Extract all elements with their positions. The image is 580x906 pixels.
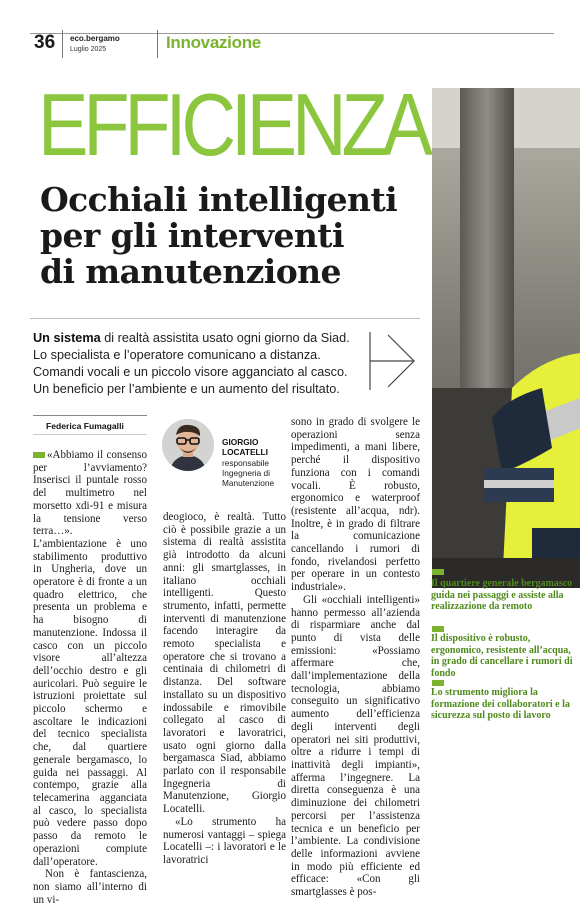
arrow-right-icon [368,331,418,391]
headline [40,182,420,290]
article-deck [33,330,363,398]
photo-caption: Il quartiere generale bergamasco guida nei passaggi e assiste alla realizzazione da remoto [431,578,573,613]
header-divider [157,30,158,58]
deck-text: di realtà assistita usato ogni giorno da Siad. [100,331,350,345]
section-divider [30,318,420,319]
interviewee-role-line: Ingegneria di [222,468,270,478]
deck-text: Comandi vocali e un piccolo visore agganciato al casco. [33,365,348,379]
portrait-illustration [162,419,214,471]
headline-line: Occhiali intelligenti [40,180,398,219]
deck-lead: Un sistema [33,331,101,345]
interviewee-name-line: GIORGIO [222,437,259,447]
caption-marker [432,680,444,686]
header-divider [62,30,63,58]
avatar [162,419,214,471]
body-column-3 [291,416,420,899]
interviewee-name [222,437,268,457]
interviewee-name-line: LOCATELLI [222,447,268,457]
body-column-1 [33,449,147,906]
article-photo [432,88,580,588]
byline-rule [33,434,147,435]
headline-line: di manutenzione [40,252,341,291]
paragraph-marker [33,452,45,458]
body-paragraph: Gli «occhiali intelligenti» hanno permesso all’azienda di risparmiare anche dal punto di vista delle emissioni: «Possiamo affermare che, dall’implementazione della tecnologia, abbiamo conseguito un significativo aumento dell’efficienza degli interventi degli operatori nei siti produttivi, oltre a ridurre i tempi di inattività degli impianti», afferma l’ingegnere. La diretta conseguenza è una diminuzione dei chilometri percorsi per l’assistenza tecnica e un beneficio per l’ambiente. La condivisione delle informazioni avviene in modo più efficiente ed efficace: «Con gli smartglasses è pos- [291,593,420,899]
section-label: Innovazione [166,33,261,52]
kicker-title: EFFICIENZA [38,75,428,174]
body-paragraph: deogioco, è realtà. Tutto ciò è possibile grazie a un sistema di realtà assistita già introdotto da alcuni anni: gli smartglasses, in italiano occhiali intelligenti. Questo strumento, infatti, permette interventi di manutenzione facendo interagire da remoto specialista e operatore che si trovano a centinaia di chilometri di distanza. Del software installato su un dispositivo indossabile e rimovibile collegato al casco di lavoratori e lavoratrici, usato ogni giorno dalla bergamasca Siad, abbiamo parlato con il responsabile Ingegneria di Manutenzione, Giorgio Locatelli. [163,511,286,816]
deck-text: Lo specialista e l’operatore comunicano a distanza. [33,348,321,362]
page-number: 36 [34,32,56,53]
photo-caption: Il dispositivo è robusto, ergonomico, resistente all’acqua, in grado di cancellare i rumori di fondo [431,633,573,679]
issue-date: Luglio 2025 [70,46,107,53]
interviewee-role-line: responsabile [222,458,270,468]
byline-rule [33,415,147,416]
body-column-2 [163,511,286,867]
body-paragraph: «Abbiamo il consenso per l’avviamento? Inserisci il puntale rosso del multimetro nel morsetto xdi-91 e misura la tensione verso terra…». L’ambientazione è uno stabilimento produttivo in Ungheria, dove un operatore è di fronte a un quadro elettrico, che presenta un problema e ha bisogno di manutenzione. Indossa il casco con un piccolo visore all’altezza dell’occhio destro e gli auricolari. Può seguire le istruzioni proiettate sul piccolo schermo e ascoltare le indicazioni del tecnico specialista che, dal quartiere generale bergamasco, lo guida nei passaggi. Al contempo, grazie alla telecamerina agganciata al casco, lo specialista può vedere passo dopo passo da remoto le operazioni compiute dall’operatore. [33,449,147,868]
interviewee-role-line: Manutenzione [222,478,275,488]
technician-photo-illustration [432,88,580,588]
body-paragraph: Non è fantascienza, non siamo all’interno di un vi- [33,868,147,906]
caption-marker [432,626,444,632]
interviewee-role [222,458,274,488]
photo-caption: Lo strumento migliora la formazione dei collaboratori e la sicurezza sul posto di lavoro [431,687,570,722]
caption-marker [432,569,444,575]
body-paragraph: sono in grado di svolgere le operazioni senza impedimenti, a mani libere, perché il dispositivo funziona con i comandi vocali. È robusto, ergonomico e waterproof (resistente all’acqua, ndr). Inoltre, è in grado di filtrare la comunicazione cancellando i rumori di fondo, rivelandosi perfetto per operare in un contesto industriale». [291,416,420,594]
headline-line: per gli interventi [40,216,344,255]
deck-text: Un beneficio per l’ambiente e un aumento del risultato. [33,382,340,396]
body-paragraph: «Lo strumento ha numerosi vantaggi – spiega Locatelli –: i lavoratori e le lavoratrici [163,815,286,866]
byline: Federica Fumagalli [46,421,124,431]
publication-name: eco.bergamo [70,34,120,43]
